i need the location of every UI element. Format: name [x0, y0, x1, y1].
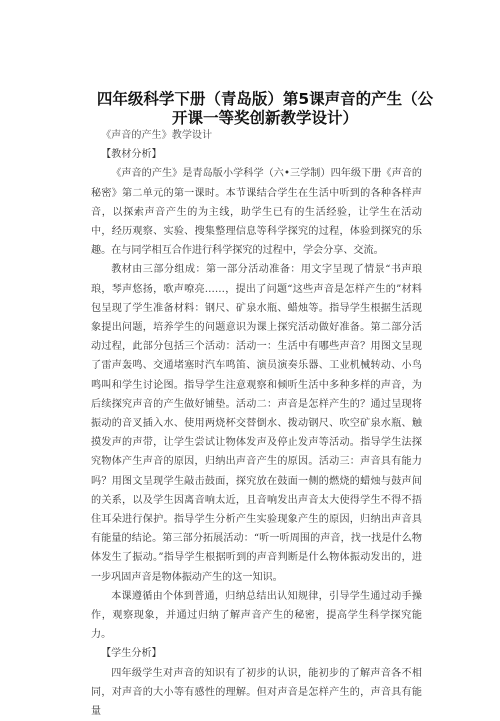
paragraph: 本课遵循由个体到普通，归纳总结出认知规律，引导学生通过动手操作，观察现象，并通过归纳了解声音产生的秘密，提高学生科学探究能力。 — [91, 590, 422, 641]
paragraph: 四年级学生对声音的知识有了初步的认识，能初步的了解声音各不相同，对声音的大小等有感性的理解。但对声音是怎样产生的，声音具有能量 — [91, 667, 422, 718]
document-label: 《声音的产生》教学设计 — [101, 130, 213, 141]
section-heading-textbook-analysis: 【教材分析】 — [101, 149, 162, 161]
section-heading-student-analysis: 【学生分析】 — [101, 648, 162, 660]
paragraph: 教材由三部分组成：第一部分活动准备：用文字呈现了情景“书声琅琅，琴声悠扬，歌声嘹亮……，提出了问题“这些声音是怎样产生的”材料包呈现了学生准备材料：钢尺、矿泉水瓶、蜡烛等。指导学生根据生活现象提出问题，培养学生的问题意识为课上探究活动做好准备。第二部分活动过程，此部分包括三个活动：活动一：生活中有哪些声音？用图文呈现了雷声轰鸣、交通堵塞时汽车鸣笛、演员演奏乐器、工业机械转动、小鸟鸣叫和学生讨论图。指导学生注意观察和倾听生活中多种多样的声音，为后续探究声音的产生做好铺垫。活动二：声音是怎样产生的？通过呈现将振动的音叉插入水、使用两烧杯交替倒水、拨动钢尺、吹空矿泉水瓶、触摸发声的声带，让学生尝试让物体发声及停止发声等活动。指导学生法探究物体产生声音的原因，归纳出声音产生的原因。活动三：声音具有能力吗？用图文呈现学生敲击鼓面，探究放在鼓面一侧的燃烧的蜡烛与鼓声间的关系，以及学生因离音响太近，且音响发出声音太大使得学生不得不捂住耳朵进行保护。指导学生分析产生实验现象产生的原因，归纳出声音具有能量的结论。第三部分拓展活动：“听一听周围的声音，找一找是什么物体发生了振动。”指导学生根据听到的声音判断是什么物体振动发出的，进一步巩固声音是物体振动产生的这一知识。 — [91, 264, 422, 583]
document-body — [91, 126, 422, 721]
paragraph: 《声音的产生》是青岛版小学科学（六•三学制）四年级下册《声音的秘密》第二单元的第一课时。本节课结合学生在生活中听到的各种各样声音，以探索声音产生的为主线，助学生已有的生活经验，让学生在活动中，经历观察、实验、搜集整理信息等科学探究的过程，体验到探究的乐趣。在与同学相互合作进行科学探究的过程中，学会分享、交流。 — [91, 168, 422, 257]
document-title: 四年级科学下册（青岛版）第5课声音的产生（公开课一等奖创新教学设计） — [96, 90, 434, 127]
